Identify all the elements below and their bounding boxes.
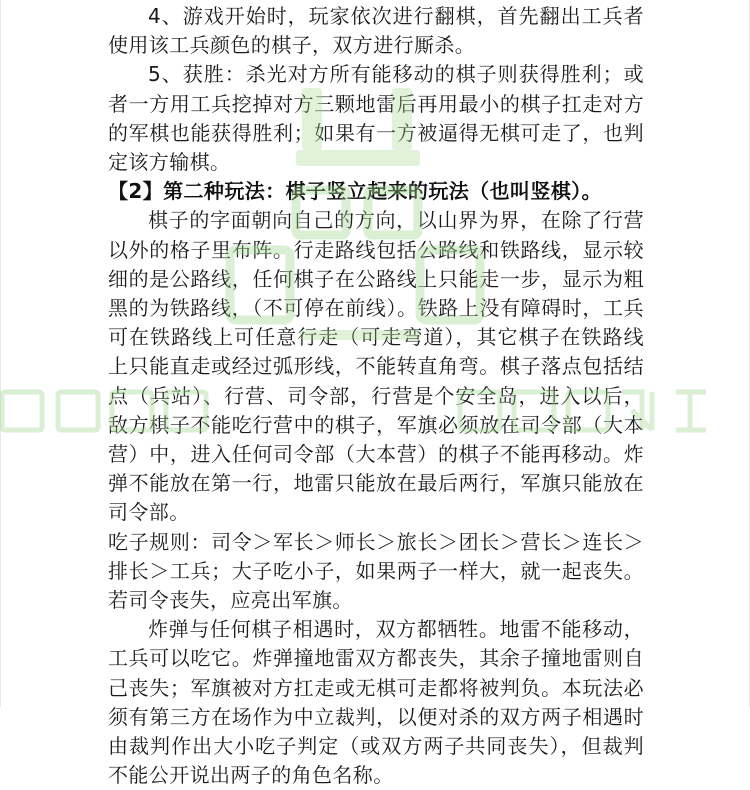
paragraph-rule-5: 5、获胜：杀光对方所有能移动的棋子则获得胜利；或者一方用工兵挖掉对方三颗地雷后再用最小的棋子扛走对方的军棋也能获得胜利；如果有一方被逼得无棋可走了，也判定该方输棋。 [108,62,644,175]
paragraph-board-layout: 棋子的字面朝向自己的方向，以山界为界，在除了行营以外的格子里布阵。行走路线包括公路线和铁路线，显示较细的是公路线，任何棋子在公路线上只能走一步，显示为粗黑的为铁路线，（不可停在前线）。铁路上没有障碍时，工兵可在铁路线上可任意行走（可走弯道），其它棋子在铁路线上只能直走或经过弧形线，不能转直角弯。棋子落点包括结点（兵站）、行营、司令部，行营是个安全岛，进入以后，敌方棋子不能吃行营中的棋子，军旗必须放在司令部（大本营）中，进入任何司令部（大本营）的棋子不能再移动。炸弹不能放在第一行，地雷只能放在最后两行，军旗只能放在司令部。 [108,208,644,525]
paragraph-capture-rules: 吃子规则：司令＞军长＞师长＞旅长＞团长＞营长＞连长＞排长＞工兵；大子吃小子，如果两子一样大，就一起丧失。若司令丧失，应亮出军旗。 [108,529,644,613]
document-body [108,2,644,790]
paragraph-bomb-mine-rules: 炸弹与任何棋子相遇时，双方都牺牲。地雷不能移动，工兵可以吃它。炸弹撞地雷双方都丧失，其余子撞地雷则自己丧失；军旗被对方扛走或无棋可走都将被判负。本玩法必须有第三方在场作为中立裁判，以便对杀的双方两子相遇时由裁判作出大小吃子判定（或双方两子共同丧失），但裁判不能公开说出两子的角色名称。 [108,617,644,788]
paragraph-rule-4: 4、游戏开始时，玩家依次进行翻棋，首先翻出工兵者使用该工兵颜色的棋子，双方进行厮杀。 [108,4,644,58]
section-heading: 【2】第二种玩法：棋子竖立起来的玩法（也叫竖棋）。 [108,179,602,204]
